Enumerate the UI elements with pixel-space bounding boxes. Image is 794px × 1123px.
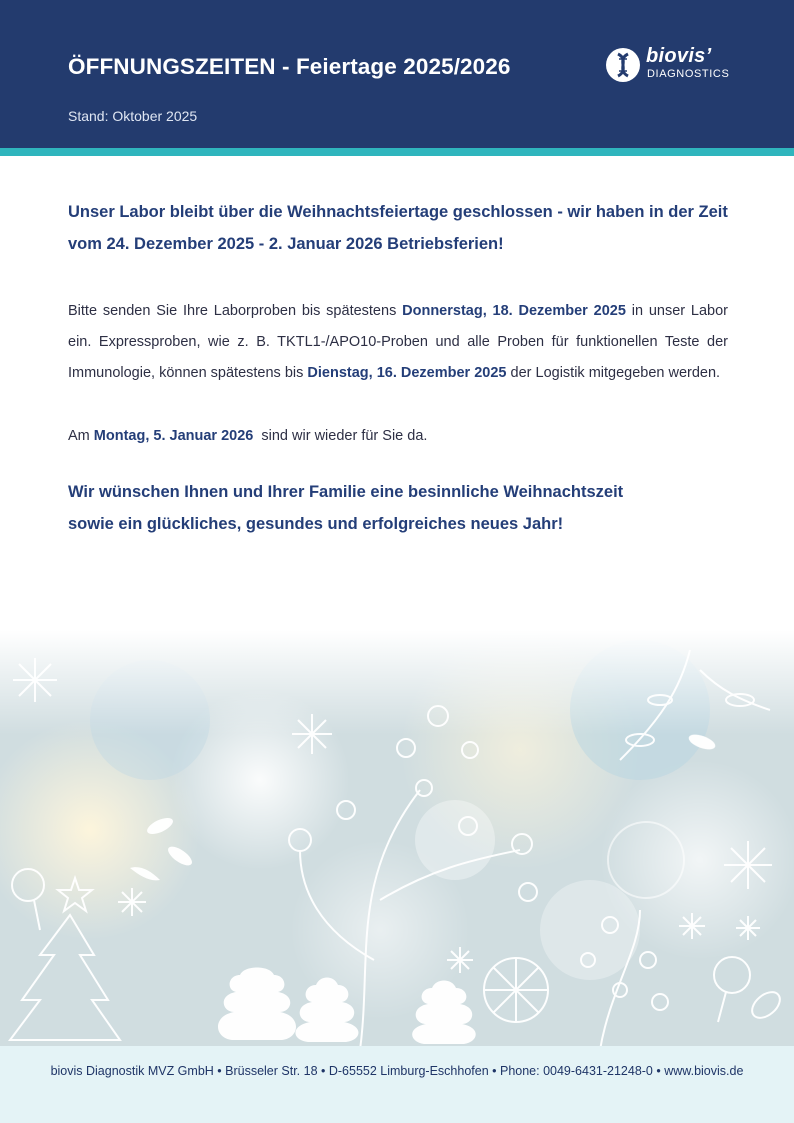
footer-contact: biovis Diagnostik MVZ GmbH • Brüsseler Str. 18 • D-65552 Limburg-Eschhofen • Phone: 0049-6431-21248-0 • www.biovis.de (50, 1064, 744, 1078)
closure-announcement: Unser Labor bleibt über die Weihnachtsfeiertage geschlossen - wir haben in der Zeit vom 24. Dezember 2025 - 2. Januar 2026 Betriebsferien! (68, 203, 728, 253)
deadline-express: Dienstag, 16. Dezember 2025 (307, 365, 507, 381)
main-content (68, 196, 728, 540)
text-segment: sind wir wieder für Sie da. (253, 428, 428, 444)
logo-subtitle: DIAGNOSTICS (647, 68, 730, 80)
biovis-logo (606, 46, 756, 86)
accent-stripe (0, 148, 794, 156)
deadline-standard: Donnerstag, 18. Dezember 2025 (402, 303, 626, 319)
text-segment: in unser Labor ein. Expressproben, wie z. B. TKTL1-/APO10-Proben und alle Proben für funktionellen Teste der Immunologie, können spätestens bis (68, 303, 728, 381)
text-segment: Bitte senden Sie Ihre Laborproben bis spätestens (68, 303, 403, 319)
shipping-instructions (68, 296, 728, 389)
footer (0, 1046, 794, 1123)
reopening-note (68, 421, 728, 452)
text-segment: Am (68, 428, 94, 444)
winter-decoration (0, 630, 794, 1050)
status-date: Stand: Oktober 2025 (68, 108, 198, 124)
reopening-date: Montag, 5. Januar 2026 (93, 428, 254, 444)
logo-wordmark: biovis’ (646, 45, 712, 67)
text-segment: der Logistik mitgegeben werden. (506, 365, 721, 381)
holiday-wishes (68, 476, 728, 540)
page-title: ÖFFNUNGSZEITEN - Feiertage 2025/2026 (68, 54, 511, 79)
dna-helix-icon (606, 48, 640, 82)
wish-line-2: sowie ein glückliches, gesundes und erfolgreiches neues Jahr! (68, 515, 564, 533)
wish-line-1: Wir wünschen Ihnen und Ihrer Familie eine besinnliche Weihnachtszeit (68, 483, 624, 501)
header-banner (0, 0, 794, 148)
